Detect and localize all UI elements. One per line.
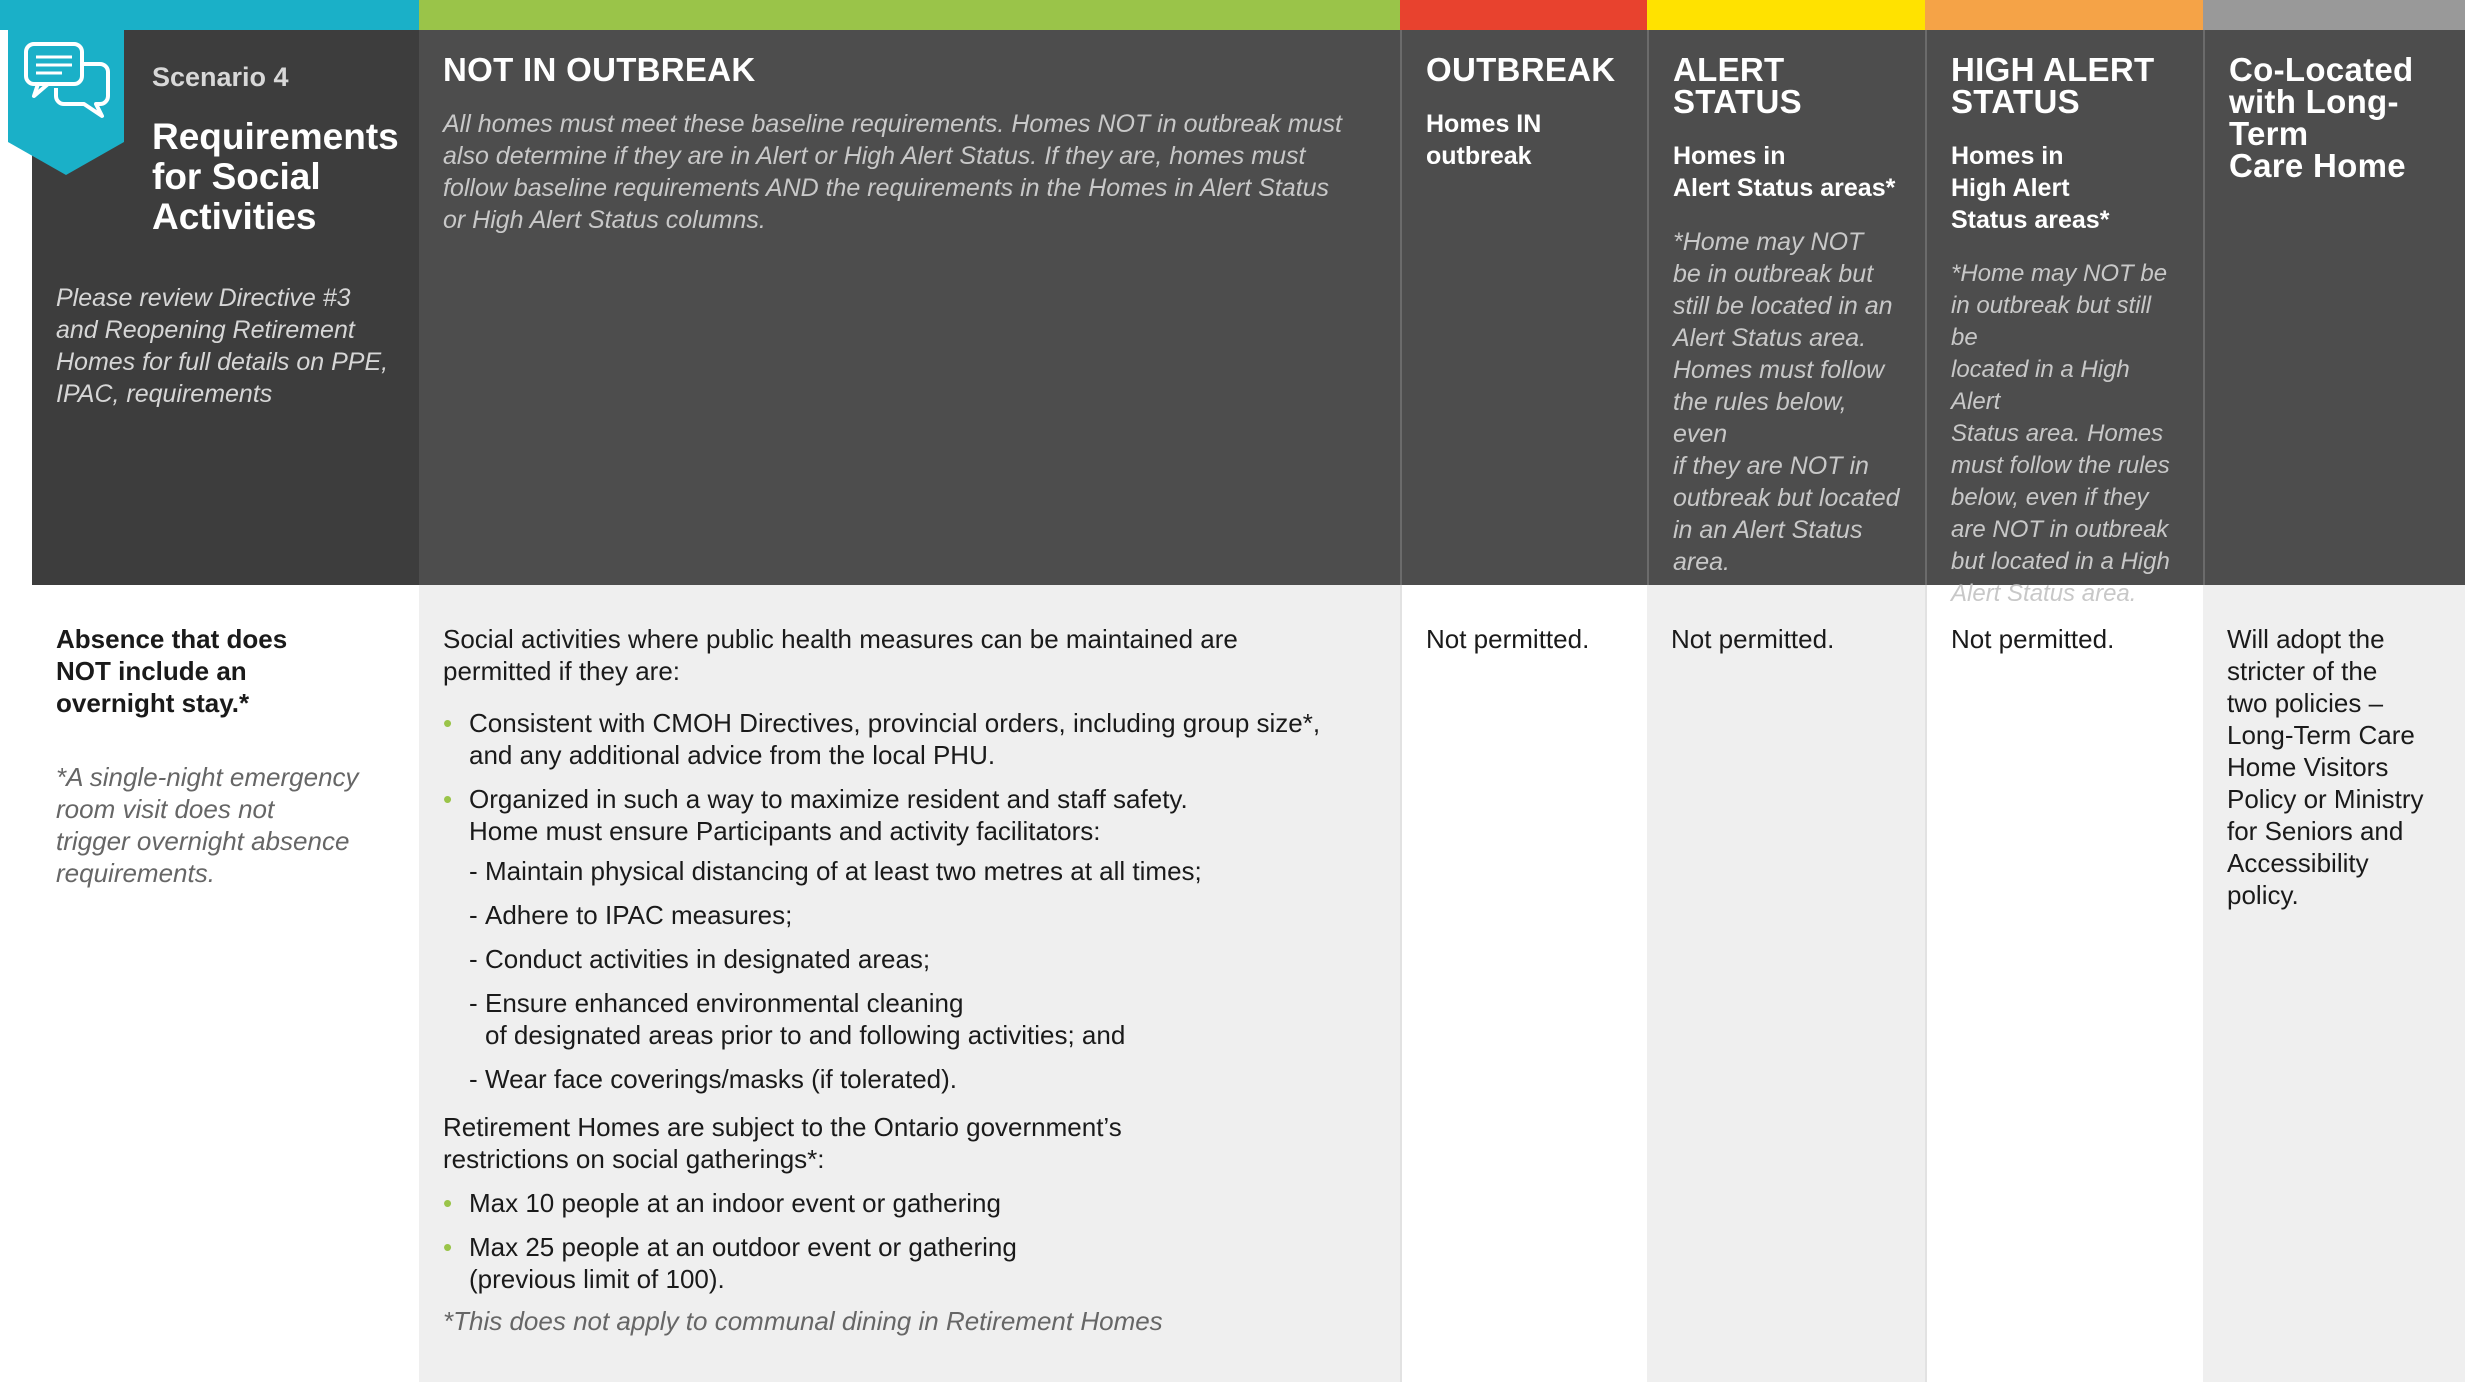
high-alert-note: *Home may NOT be in outbreak but still be located in a High Alert Status area. Homes must follow the rules below, even if they are NOT in outbreak but located in a High Alert Status area. <box>1951 260 2170 607</box>
co-located-title: Co-Located with Long-Term Care Home <box>2229 51 2414 184</box>
gathering-limits-list <box>443 1187 1376 1295</box>
outbreak-value: Not permitted. <box>1426 624 1590 654</box>
dining-footnote: *This does not apply to communal dining in Retirement Homes <box>443 1306 1163 1336</box>
row-label-cell <box>32 585 419 1382</box>
list-item: • Consistent with CMOH Directives, provincial orders, including group size*, and any additional advice from the local PHU. <box>443 707 1376 771</box>
speech-bubbles-icon <box>8 30 124 175</box>
outbreak-cell <box>1400 585 1647 1382</box>
outbreak-subtitle: Homes IN outbreak <box>1426 110 1542 170</box>
participant-requirements-list <box>469 855 1376 1095</box>
header-co-located <box>2203 30 2465 585</box>
row-label-note: *A single-night emergency room visit does not trigger overnight absence requirements. <box>56 762 359 888</box>
alert-status-note: *Home may NOT be in outbreak but still be located in an Alert Status area. Homes must follow the rules below, even if they are NOT in outbreak but located in an Alert Status area. <box>1673 228 1900 576</box>
gathering-restrictions-intro: Retirement Homes are subject to the Ontario government’s restrictions on social gatherings*: <box>443 1112 1122 1174</box>
header-high-alert-status <box>1925 30 2203 607</box>
social-activities-intro: Social activities where public health measures can be maintained are permitted if they are: <box>443 624 1238 686</box>
co-located-value: Will adopt the stricter of the two policies – Long-Term Care Home Visitors Policy or Ministry for Seniors and Accessibility policy. <box>2227 624 2424 910</box>
top-bar-orange <box>1925 0 2203 30</box>
top-bar-red <box>1400 0 1647 30</box>
high-alert-cell <box>1925 585 2203 1382</box>
header-outbreak <box>1400 30 1647 585</box>
high-alert-subtitle: Homes in High Alert Status areas* <box>1951 142 2110 234</box>
list-item: • Organized in such a way to maximize resident and staff safety. Home must ensure Participants and activity facilitators: <box>443 783 1376 847</box>
high-alert-title: HIGH ALERT STATUS <box>1951 51 2155 120</box>
alert-status-title: ALERT STATUS <box>1673 51 1802 120</box>
alert-status-value: Not permitted. <box>1671 624 1835 654</box>
top-bar-teal <box>0 0 419 30</box>
list-item: - Ensure enhanced environmental cleaning of designated areas prior to and following activities; and <box>469 987 1376 1051</box>
not-in-outbreak-title: NOT IN OUTBREAK <box>443 51 756 88</box>
scenario-label: Scenario 4 <box>152 62 289 92</box>
co-located-cell <box>2203 585 2465 1382</box>
requirements-list <box>443 707 1376 847</box>
header-alert-status <box>1647 30 1925 585</box>
high-alert-value: Not permitted. <box>1951 624 2115 654</box>
scenario-title: Requirements for Social Activities <box>152 116 399 237</box>
list-item: - Adhere to IPAC measures; <box>469 899 1376 931</box>
scenario-note: Please review Directive #3 and Reopening Retirement Homes for full details on PPE, IPAC, requirements <box>56 284 389 408</box>
list-item: • Max 10 people at an indoor event or gathering <box>443 1187 1376 1219</box>
not-in-outbreak-note: All homes must meet these baseline requirements. Homes NOT in outbreak must also determine if they are in Alert or High Alert Status. If they are, homes must follow baseline requirements AND the requirements in the Homes in Alert Status or High Alert Status columns. <box>443 110 1342 234</box>
alert-status-cell <box>1647 585 1925 1382</box>
not-in-outbreak-cell <box>419 585 1400 1382</box>
top-bar-green <box>419 0 1400 30</box>
top-bar-grey <box>2203 0 2465 30</box>
header-not-in-outbreak <box>419 30 1400 585</box>
top-bar-yellow <box>1647 0 1925 30</box>
alert-status-subtitle: Homes in Alert Status areas* <box>1673 142 1896 202</box>
list-item: - Conduct activities in designated areas; <box>469 943 1376 975</box>
list-item: - Wear face coverings/masks (if tolerated). <box>469 1063 1376 1095</box>
scenario-badge <box>8 30 124 175</box>
outbreak-title: OUTBREAK <box>1426 51 1616 88</box>
row-label: Absence that does NOT include an overnight stay.* <box>56 624 288 718</box>
list-item: - Maintain physical distancing of at least two metres at all times; <box>469 855 1376 887</box>
list-item: • Max 25 people at an outdoor event or gathering (previous limit of 100). <box>443 1231 1376 1295</box>
